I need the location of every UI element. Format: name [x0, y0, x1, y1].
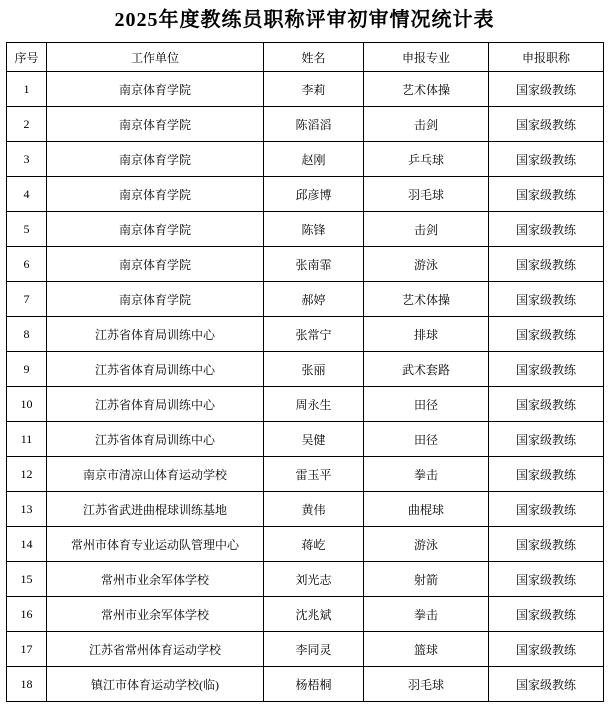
cell-rank: 国家级教练: [489, 387, 604, 422]
cell-major: 击剑: [364, 107, 489, 142]
column-header-name: 姓名: [264, 43, 364, 72]
cell-unit: 江苏省常州体育运动学校: [47, 632, 264, 667]
cell-major: 曲棍球: [364, 492, 489, 527]
cell-index: 5: [7, 212, 47, 247]
table-row: [7, 317, 604, 352]
cell-unit: 江苏省武进曲棍球训练基地: [47, 492, 264, 527]
table-row: [7, 142, 604, 177]
cell-unit: 南京体育学院: [47, 177, 264, 212]
cell-rank: 国家级教练: [489, 142, 604, 177]
cell-name: 张丽: [264, 352, 364, 387]
cell-name: 李同灵: [264, 632, 364, 667]
cell-unit: 南京体育学院: [47, 107, 264, 142]
cell-name: 蒋屹: [264, 527, 364, 562]
cell-name: 杨梧桐: [264, 667, 364, 702]
column-header-unit: 工作单位: [47, 43, 264, 72]
cell-name: 张南霏: [264, 247, 364, 282]
cell-index: 12: [7, 457, 47, 492]
column-header-rank: 申报职称: [489, 43, 604, 72]
cell-major: 篮球: [364, 632, 489, 667]
cell-name: 吴健: [264, 422, 364, 457]
cell-major: 艺术体操: [364, 282, 489, 317]
cell-index: 15: [7, 562, 47, 597]
cell-name: 陈锋: [264, 212, 364, 247]
cell-rank: 国家级教练: [489, 667, 604, 702]
cell-major: 武术套路: [364, 352, 489, 387]
cell-major: 羽毛球: [364, 177, 489, 212]
cell-unit: 常州市业余军体学校: [47, 562, 264, 597]
cell-index: 10: [7, 387, 47, 422]
cell-major: 拳击: [364, 597, 489, 632]
table-row: [7, 282, 604, 317]
cell-index: 14: [7, 527, 47, 562]
cell-name: 周永生: [264, 387, 364, 422]
table-header-row: [7, 43, 604, 72]
cell-major: 艺术体操: [364, 72, 489, 107]
cell-unit: 南京体育学院: [47, 282, 264, 317]
cell-major: 羽毛球: [364, 667, 489, 702]
table-header: [7, 43, 604, 72]
cell-index: 2: [7, 107, 47, 142]
table-row: [7, 457, 604, 492]
table-row: [7, 562, 604, 597]
statistics-table: [6, 42, 604, 702]
cell-major: 射箭: [364, 562, 489, 597]
cell-major: 击剑: [364, 212, 489, 247]
cell-major: 拳击: [364, 457, 489, 492]
cell-unit: 南京体育学院: [47, 212, 264, 247]
cell-index: 17: [7, 632, 47, 667]
cell-name: 刘光志: [264, 562, 364, 597]
column-header-major: 申报专业: [364, 43, 489, 72]
cell-rank: 国家级教练: [489, 212, 604, 247]
cell-index: 1: [7, 72, 47, 107]
cell-name: 张常宁: [264, 317, 364, 352]
cell-unit: 南京市清凉山体育运动学校: [47, 457, 264, 492]
table-row: [7, 632, 604, 667]
cell-rank: 国家级教练: [489, 527, 604, 562]
cell-unit: 江苏省体育局训练中心: [47, 317, 264, 352]
cell-rank: 国家级教练: [489, 352, 604, 387]
cell-index: 9: [7, 352, 47, 387]
cell-name: 李莉: [264, 72, 364, 107]
cell-rank: 国家级教练: [489, 107, 604, 142]
cell-rank: 国家级教练: [489, 247, 604, 282]
cell-index: 18: [7, 667, 47, 702]
cell-name: 邱彦博: [264, 177, 364, 212]
table-row: [7, 597, 604, 632]
cell-rank: 国家级教练: [489, 317, 604, 352]
table-row: [7, 352, 604, 387]
table-row: [7, 387, 604, 422]
cell-index: 3: [7, 142, 47, 177]
cell-rank: 国家级教练: [489, 72, 604, 107]
cell-index: 4: [7, 177, 47, 212]
cell-major: 游泳: [364, 247, 489, 282]
cell-unit: 江苏省体育局训练中心: [47, 387, 264, 422]
table-row: [7, 212, 604, 247]
cell-name: 陈滔滔: [264, 107, 364, 142]
cell-name: 黄伟: [264, 492, 364, 527]
cell-name: 雷玉平: [264, 457, 364, 492]
cell-rank: 国家级教练: [489, 597, 604, 632]
cell-unit: 南京体育学院: [47, 247, 264, 282]
table-row: [7, 527, 604, 562]
cell-unit: 江苏省体育局训练中心: [47, 352, 264, 387]
cell-unit: 常州市业余军体学校: [47, 597, 264, 632]
cell-index: 11: [7, 422, 47, 457]
cell-major: 田径: [364, 387, 489, 422]
column-header-index: 序号: [7, 43, 47, 72]
table-row: [7, 492, 604, 527]
cell-rank: 国家级教练: [489, 177, 604, 212]
page-title: 2025年度教练员职称评审初审情况统计表: [114, 9, 495, 31]
cell-major: 游泳: [364, 527, 489, 562]
cell-rank: 国家级教练: [489, 282, 604, 317]
table-body: [7, 72, 604, 702]
cell-unit: 南京体育学院: [47, 142, 264, 177]
table-row: [7, 107, 604, 142]
cell-name: 郝婷: [264, 282, 364, 317]
cell-rank: 国家级教练: [489, 632, 604, 667]
cell-rank: 国家级教练: [489, 562, 604, 597]
cell-index: 6: [7, 247, 47, 282]
cell-major: 排球: [364, 317, 489, 352]
table-row: [7, 72, 604, 107]
cell-index: 7: [7, 282, 47, 317]
cell-name: 沈兆斌: [264, 597, 364, 632]
cell-index: 8: [7, 317, 47, 352]
table-row: [7, 177, 604, 212]
table-row: [7, 667, 604, 702]
cell-rank: 国家级教练: [489, 422, 604, 457]
cell-major: 田径: [364, 422, 489, 457]
cell-name: 赵刚: [264, 142, 364, 177]
cell-unit: 江苏省体育局训练中心: [47, 422, 264, 457]
table-row: [7, 247, 604, 282]
cell-unit: 镇江市体育运动学校(临): [47, 667, 264, 702]
cell-major: 乒乓球: [364, 142, 489, 177]
cell-index: 16: [7, 597, 47, 632]
table-row: [7, 422, 604, 457]
cell-rank: 国家级教练: [489, 457, 604, 492]
cell-unit: 南京体育学院: [47, 72, 264, 107]
cell-rank: 国家级教练: [489, 492, 604, 527]
cell-index: 13: [7, 492, 47, 527]
cell-unit: 常州市体育专业运动队管理中心: [47, 527, 264, 562]
